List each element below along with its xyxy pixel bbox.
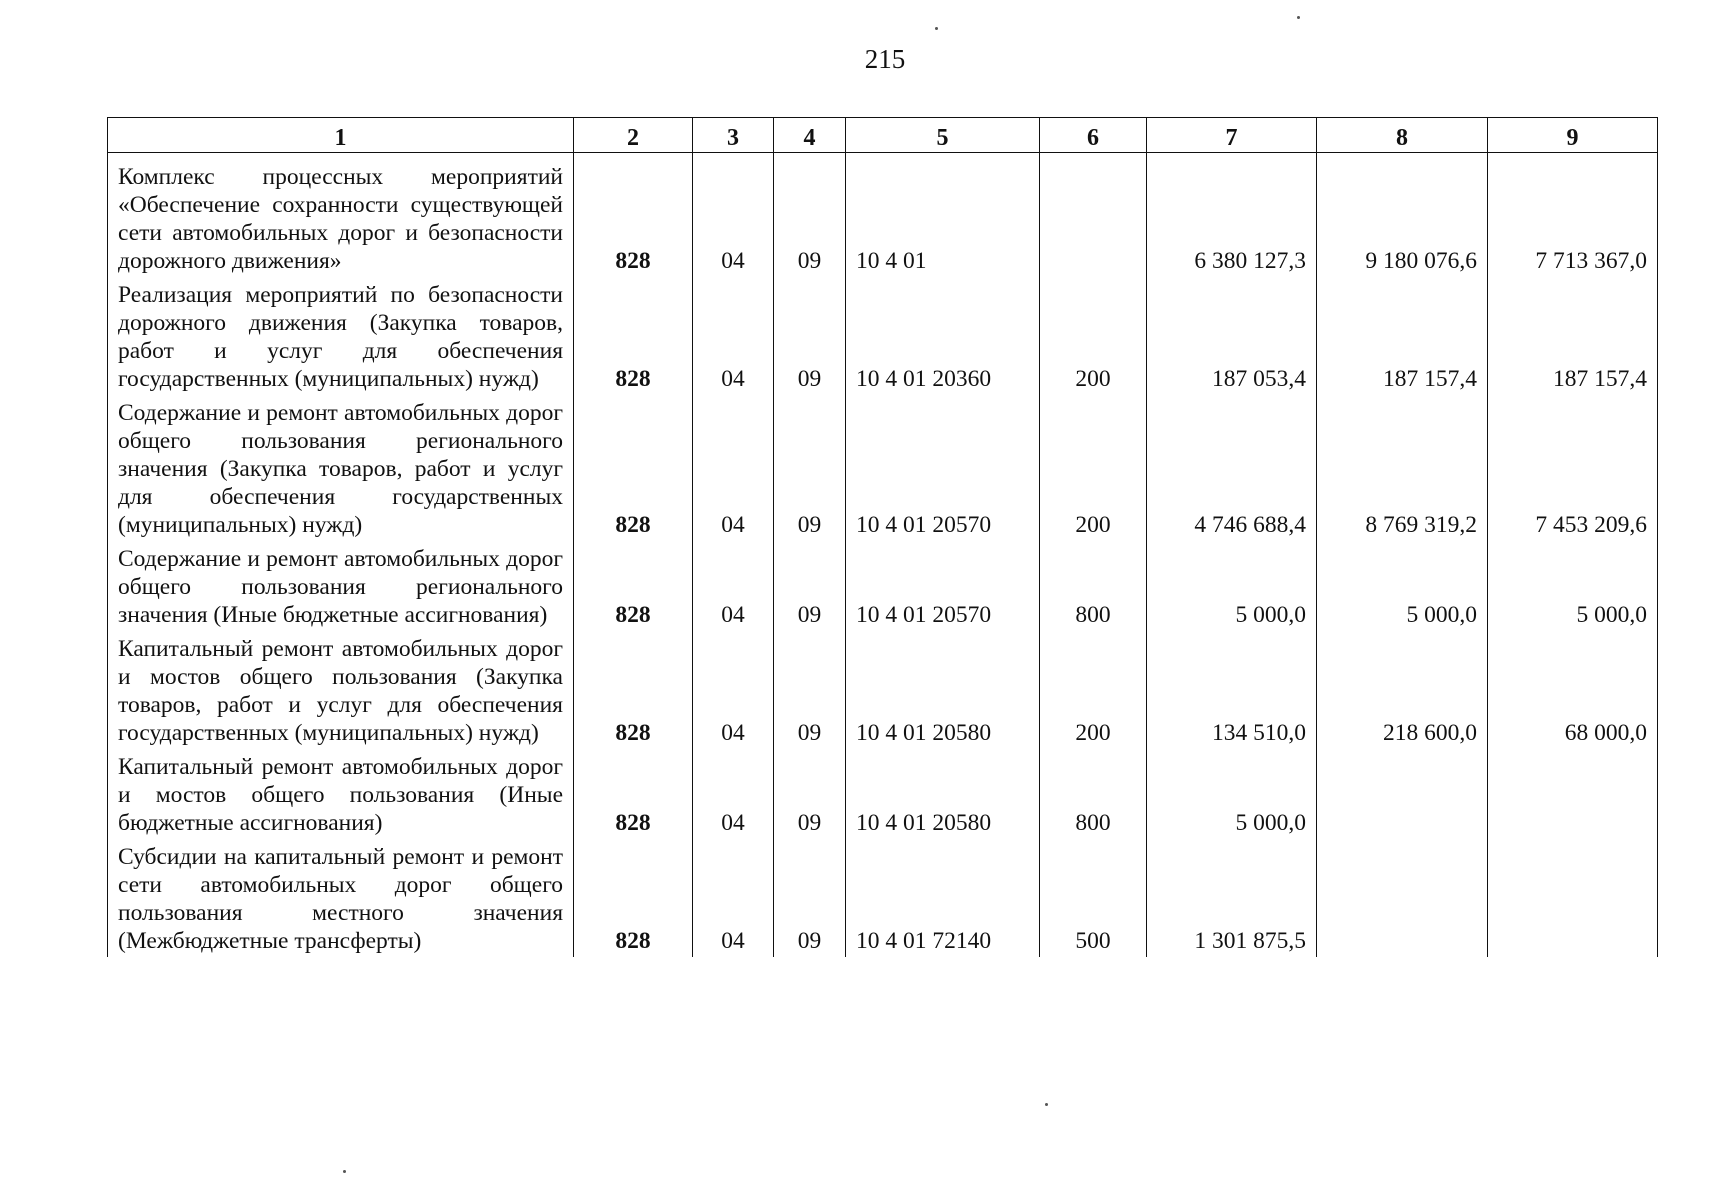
expense-type-code: 500 xyxy=(1040,839,1147,957)
amount-col-7: 5 000,0 xyxy=(1147,541,1317,631)
amount-col-7: 6 380 127,3 xyxy=(1147,153,1317,278)
grbs-code: 828 xyxy=(574,277,693,395)
row-name: Капитальный ремонт автомобильных дорог и мостов общего пользования (Закупка товаров, работ и услуг для обеспечения государственных (муниципальных) нужд) xyxy=(108,631,574,749)
amount-col-8: 5 000,0 xyxy=(1317,541,1488,631)
section-code: 04 xyxy=(693,631,774,749)
target-article-code: 10 4 01 20570 xyxy=(846,541,1040,631)
amount-col-9: 187 157,4 xyxy=(1488,277,1658,395)
expense-type-code: 800 xyxy=(1040,541,1147,631)
table-row xyxy=(108,277,1658,395)
amount-col-9 xyxy=(1488,839,1658,957)
column-header: 8 xyxy=(1317,118,1488,153)
target-article-code: 10 4 01 20580 xyxy=(846,631,1040,749)
grbs-code: 828 xyxy=(574,749,693,839)
row-name: Содержание и ремонт автомобильных дорог общего пользования регионального значения (Закупка товаров, работ и услуг для обеспечения государственных (муниципальных) нужд) xyxy=(108,395,574,541)
scan-speck xyxy=(1297,16,1300,19)
amount-col-8: 9 180 076,6 xyxy=(1317,153,1488,278)
scan-speck xyxy=(343,1170,346,1173)
grbs-code: 828 xyxy=(574,153,693,278)
section-code: 04 xyxy=(693,277,774,395)
target-article-code: 10 4 01 72140 xyxy=(846,839,1040,957)
target-article-code: 10 4 01 20580 xyxy=(846,749,1040,839)
row-name: Субсидии на капитальный ремонт и ремонт сети автомобильных дорог общего пользования местного значения (Межбюджетные трансферты) xyxy=(108,839,574,957)
expense-type-code: 800 xyxy=(1040,749,1147,839)
column-header: 3 xyxy=(693,118,774,153)
subsection-code: 09 xyxy=(774,153,846,278)
amount-col-8: 8 769 319,2 xyxy=(1317,395,1488,541)
page-number: 215 xyxy=(864,44,906,74)
section-code: 04 xyxy=(693,749,774,839)
table-row xyxy=(108,631,1658,749)
subsection-code: 09 xyxy=(774,277,846,395)
column-header: 5 xyxy=(846,118,1040,153)
table-row xyxy=(108,749,1658,839)
column-header: 1 xyxy=(108,118,574,153)
table-row xyxy=(108,541,1658,631)
section-code: 04 xyxy=(693,541,774,631)
amount-col-8: 218 600,0 xyxy=(1317,631,1488,749)
expense-type-code: 200 xyxy=(1040,631,1147,749)
expense-type-code xyxy=(1040,153,1147,278)
amount-col-9 xyxy=(1488,749,1658,839)
amount-col-9: 68 000,0 xyxy=(1488,631,1658,749)
section-code: 04 xyxy=(693,395,774,541)
target-article-code: 10 4 01 xyxy=(846,153,1040,278)
subsection-code: 09 xyxy=(774,749,846,839)
subsection-code: 09 xyxy=(774,839,846,957)
expense-type-code: 200 xyxy=(1040,277,1147,395)
column-header: 4 xyxy=(774,118,846,153)
table-row xyxy=(108,153,1658,278)
amount-col-8: 187 157,4 xyxy=(1317,277,1488,395)
column-header: 2 xyxy=(574,118,693,153)
grbs-code: 828 xyxy=(574,395,693,541)
table-row xyxy=(108,395,1658,541)
row-name: Комплекс процессных мероприятий «Обеспечение сохранности существующей сети автомобильных дорог и безопасности дорожного движения» xyxy=(108,153,574,278)
target-article-code: 10 4 01 20570 xyxy=(846,395,1040,541)
column-header: 9 xyxy=(1488,118,1658,153)
scan-speck xyxy=(935,27,938,30)
amount-col-7: 187 053,4 xyxy=(1147,277,1317,395)
subsection-code: 09 xyxy=(774,541,846,631)
table-row xyxy=(108,839,1658,957)
section-code: 04 xyxy=(693,839,774,957)
amount-col-7: 1 301 875,5 xyxy=(1147,839,1317,957)
section-code: 04 xyxy=(693,153,774,278)
scan-speck xyxy=(1045,1103,1048,1106)
row-name: Реализация мероприятий по безопасности дорожного движения (Закупка товаров, работ и услуг для обеспечения государственных (муниципальных) нужд) xyxy=(108,277,574,395)
amount-col-9: 7 713 367,0 xyxy=(1488,153,1658,278)
amount-col-9: 5 000,0 xyxy=(1488,541,1658,631)
amount-col-7: 4 746 688,4 xyxy=(1147,395,1317,541)
row-name: Содержание и ремонт автомобильных дорог общего пользования регионального значения (Иные бюджетные ассигнования) xyxy=(108,541,574,631)
amount-col-8 xyxy=(1317,749,1488,839)
target-article-code: 10 4 01 20360 xyxy=(846,277,1040,395)
column-header: 6 xyxy=(1040,118,1147,153)
grbs-code: 828 xyxy=(574,631,693,749)
expense-type-code: 200 xyxy=(1040,395,1147,541)
subsection-code: 09 xyxy=(774,395,846,541)
amount-col-9: 7 453 209,6 xyxy=(1488,395,1658,541)
row-name: Капитальный ремонт автомобильных дорог и мостов общего пользования (Иные бюджетные ассигнования) xyxy=(108,749,574,839)
amount-col-8 xyxy=(1317,839,1488,957)
budget-table xyxy=(107,117,1658,957)
amount-col-7: 5 000,0 xyxy=(1147,749,1317,839)
grbs-code: 828 xyxy=(574,839,693,957)
header-row xyxy=(108,118,1658,153)
grbs-code: 828 xyxy=(574,541,693,631)
amount-col-7: 134 510,0 xyxy=(1147,631,1317,749)
column-header: 7 xyxy=(1147,118,1317,153)
subsection-code: 09 xyxy=(774,631,846,749)
